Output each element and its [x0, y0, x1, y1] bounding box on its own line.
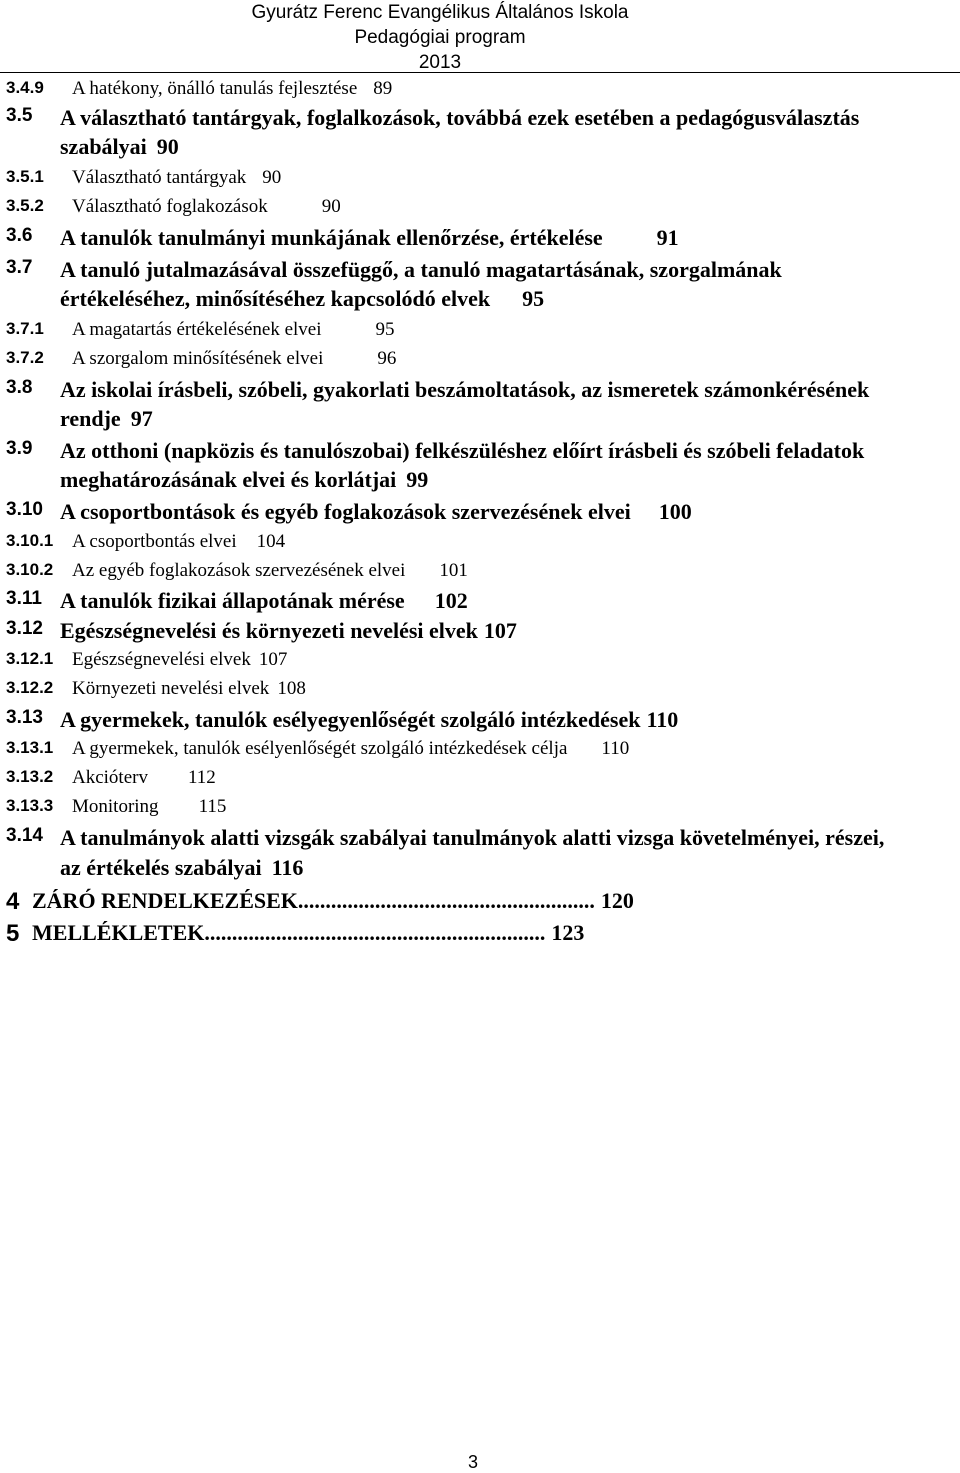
toc-entry-number: 4 — [6, 888, 20, 915]
toc-entry-title: értékeléséhez, minősítéséhez kapcsolódó elvek — [60, 286, 491, 311]
toc-entry-page: 116 — [271, 855, 304, 880]
toc-entry-number: 3.7.1 — [6, 319, 44, 338]
toc-entry-title: A csoportbontás elvei — [72, 531, 237, 552]
toc-entry-page: 99 — [406, 467, 429, 492]
toc-entry-title: A tanulók tanulmányi munkájának ellenőrzése, értékelése — [60, 225, 603, 250]
toc-entry-page: 107 — [258, 649, 288, 670]
toc-entry-page: 91 — [656, 225, 679, 250]
toc-entry-number: 3.10 — [6, 499, 43, 520]
toc-entry-page: 89 — [373, 78, 393, 99]
header-year: 2013 — [418, 52, 462, 73]
toc-entry-page: 120 — [600, 888, 634, 913]
toc-entry-title: Az iskolai írásbeli, szóbeli, gyakorlati beszámoltatások, az ismeretek számonkérésének — [60, 377, 870, 402]
toc-entry-title: A hatékony, önálló tanulás fejlesztése — [72, 78, 358, 99]
toc-entry-title: Egészségnevelési elvek — [72, 649, 251, 670]
toc-entry-number: 3.10.2 — [6, 560, 54, 579]
toc-entry-number: 3.7.2 — [6, 348, 44, 367]
toc-entry-page: 97 — [130, 406, 153, 431]
toc-entry-page: 90 — [156, 134, 179, 159]
toc-entry-number: 3.5.2 — [6, 196, 44, 215]
toc-entry-page: 95 — [522, 286, 545, 311]
header-school-name: Gyurátz Ferenc Evangélikus Általános Iskola — [251, 2, 629, 23]
toc-entry-page: 100 — [658, 499, 692, 524]
toc-entry-number: 3.7 — [6, 257, 33, 278]
toc-leader-dots: .............................................................. — [204, 920, 546, 945]
toc-entry-page: 102 — [434, 588, 468, 613]
toc-leader-dots: ...................................................... — [297, 888, 595, 913]
toc-entry-number: 3.13 — [6, 707, 43, 728]
toc-entry-title: A gyermekek, tanulók esélyegyenlőségét szolgáló intézkedések — [60, 707, 641, 732]
toc-entry-title: meghatározásának elvei és korlátjai — [60, 467, 397, 492]
toc-entry-number: 3.5 — [6, 105, 33, 126]
toc-entry-number: 3.6 — [6, 225, 33, 246]
header-divider — [0, 72, 960, 73]
toc-entry-number: 3.9 — [6, 438, 33, 459]
toc-entry-title: A tanulók fizikai állapotának mérése — [60, 588, 405, 613]
toc-entry-number: 3.14 — [6, 825, 43, 846]
toc-entry-number: 3.4.9 — [6, 78, 44, 97]
toc-entry-title: ZÁRÓ RENDELKEZÉSEK — [32, 888, 298, 913]
toc-entry-number: 3.11 — [6, 588, 42, 609]
toc-entry-page: 107 — [483, 618, 517, 643]
toc-entry-page: 96 — [377, 348, 397, 369]
toc-entry-number: 3.13.1 — [6, 738, 54, 757]
toc-entry-title: Választható foglakozások — [72, 196, 268, 217]
toc-entry-title: A csoportbontások és egyéb foglakozások szervezésének elvei — [60, 499, 631, 524]
toc-entry-number: 3.12.2 — [6, 678, 54, 697]
toc-entry-title: A gyermekek, tanulók esélyenlőségét szolgáló intézkedések célja — [72, 738, 568, 759]
toc-entry-page: 104 — [256, 531, 286, 552]
toc-entry-number: 3.8 — [6, 377, 33, 398]
toc-entry-title: Választható tantárgyak — [72, 167, 247, 188]
page-number: 3 — [468, 1452, 479, 1472]
toc-entry-title: szabályai — [60, 134, 147, 159]
toc-entry-number: 3.5.1 — [6, 167, 44, 186]
toc-entry-number: 3.13.2 — [6, 767, 54, 786]
toc-entry-title: A magatartás értékelésének elvei — [72, 319, 322, 340]
toc-entry-title: MELLÉKLETEK — [32, 920, 205, 945]
toc-entry-number: 3.12 — [6, 618, 43, 639]
toc-entry-title: az értékelés szabályai — [60, 855, 262, 880]
toc-entry-title: Az egyéb foglakozások szervezésének elvei — [72, 560, 406, 581]
toc-entry-page: 112 — [187, 767, 216, 788]
toc-entry-page: 90 — [321, 196, 341, 217]
toc-entry-title: Monitoring — [72, 796, 159, 817]
header-document-title: Pedagógiai program — [354, 27, 526, 48]
toc-entry-title: A szorgalom minősítésének elvei — [72, 348, 324, 369]
toc-entry-page: 95 — [375, 319, 395, 340]
page-header — [230, 0, 650, 75]
toc-entry-title: A tanuló jutalmazásával összefüggő, a tanuló magatartásának, szorgalmának — [60, 257, 782, 282]
toc-entry-title: Egészségnevelési és környezeti nevelési elvek — [60, 618, 478, 643]
toc-entry-title: Akcióterv — [72, 767, 148, 788]
toc-entry-number: 5 — [6, 920, 20, 947]
toc-entry-page: 101 — [439, 560, 468, 581]
toc-entry-title: A választható tantárgyak, foglalkozások, továbbá ezek esetében a pedagógusválasztás — [60, 105, 860, 130]
toc-entry-page: 108 — [277, 678, 306, 699]
toc-entry-number: 3.10.1 — [6, 531, 54, 550]
toc-entry-page: 110 — [601, 738, 630, 759]
toc-entry-title: Környezeti nevelési elvek — [72, 678, 270, 699]
toc-entry-page: 110 — [646, 707, 679, 732]
toc-entry-title: Az otthoni (napközis és tanulószobai) felkészüléshez előírt írásbeli és szóbeli feladatok — [60, 438, 865, 463]
toc-entry-page: 123 — [551, 920, 585, 945]
toc-entry-page: 90 — [262, 167, 282, 188]
toc-entry-title: A tanulmányok alatti vizsgák szabályai tanulmányok alatti vizsga követelményei, részei, — [60, 825, 885, 850]
toc-entry-number: 3.13.3 — [6, 796, 54, 815]
toc-entry-page: 115 — [198, 796, 227, 817]
toc-entry-number: 3.12.1 — [6, 649, 54, 668]
toc-entry-title: rendje — [60, 406, 121, 431]
